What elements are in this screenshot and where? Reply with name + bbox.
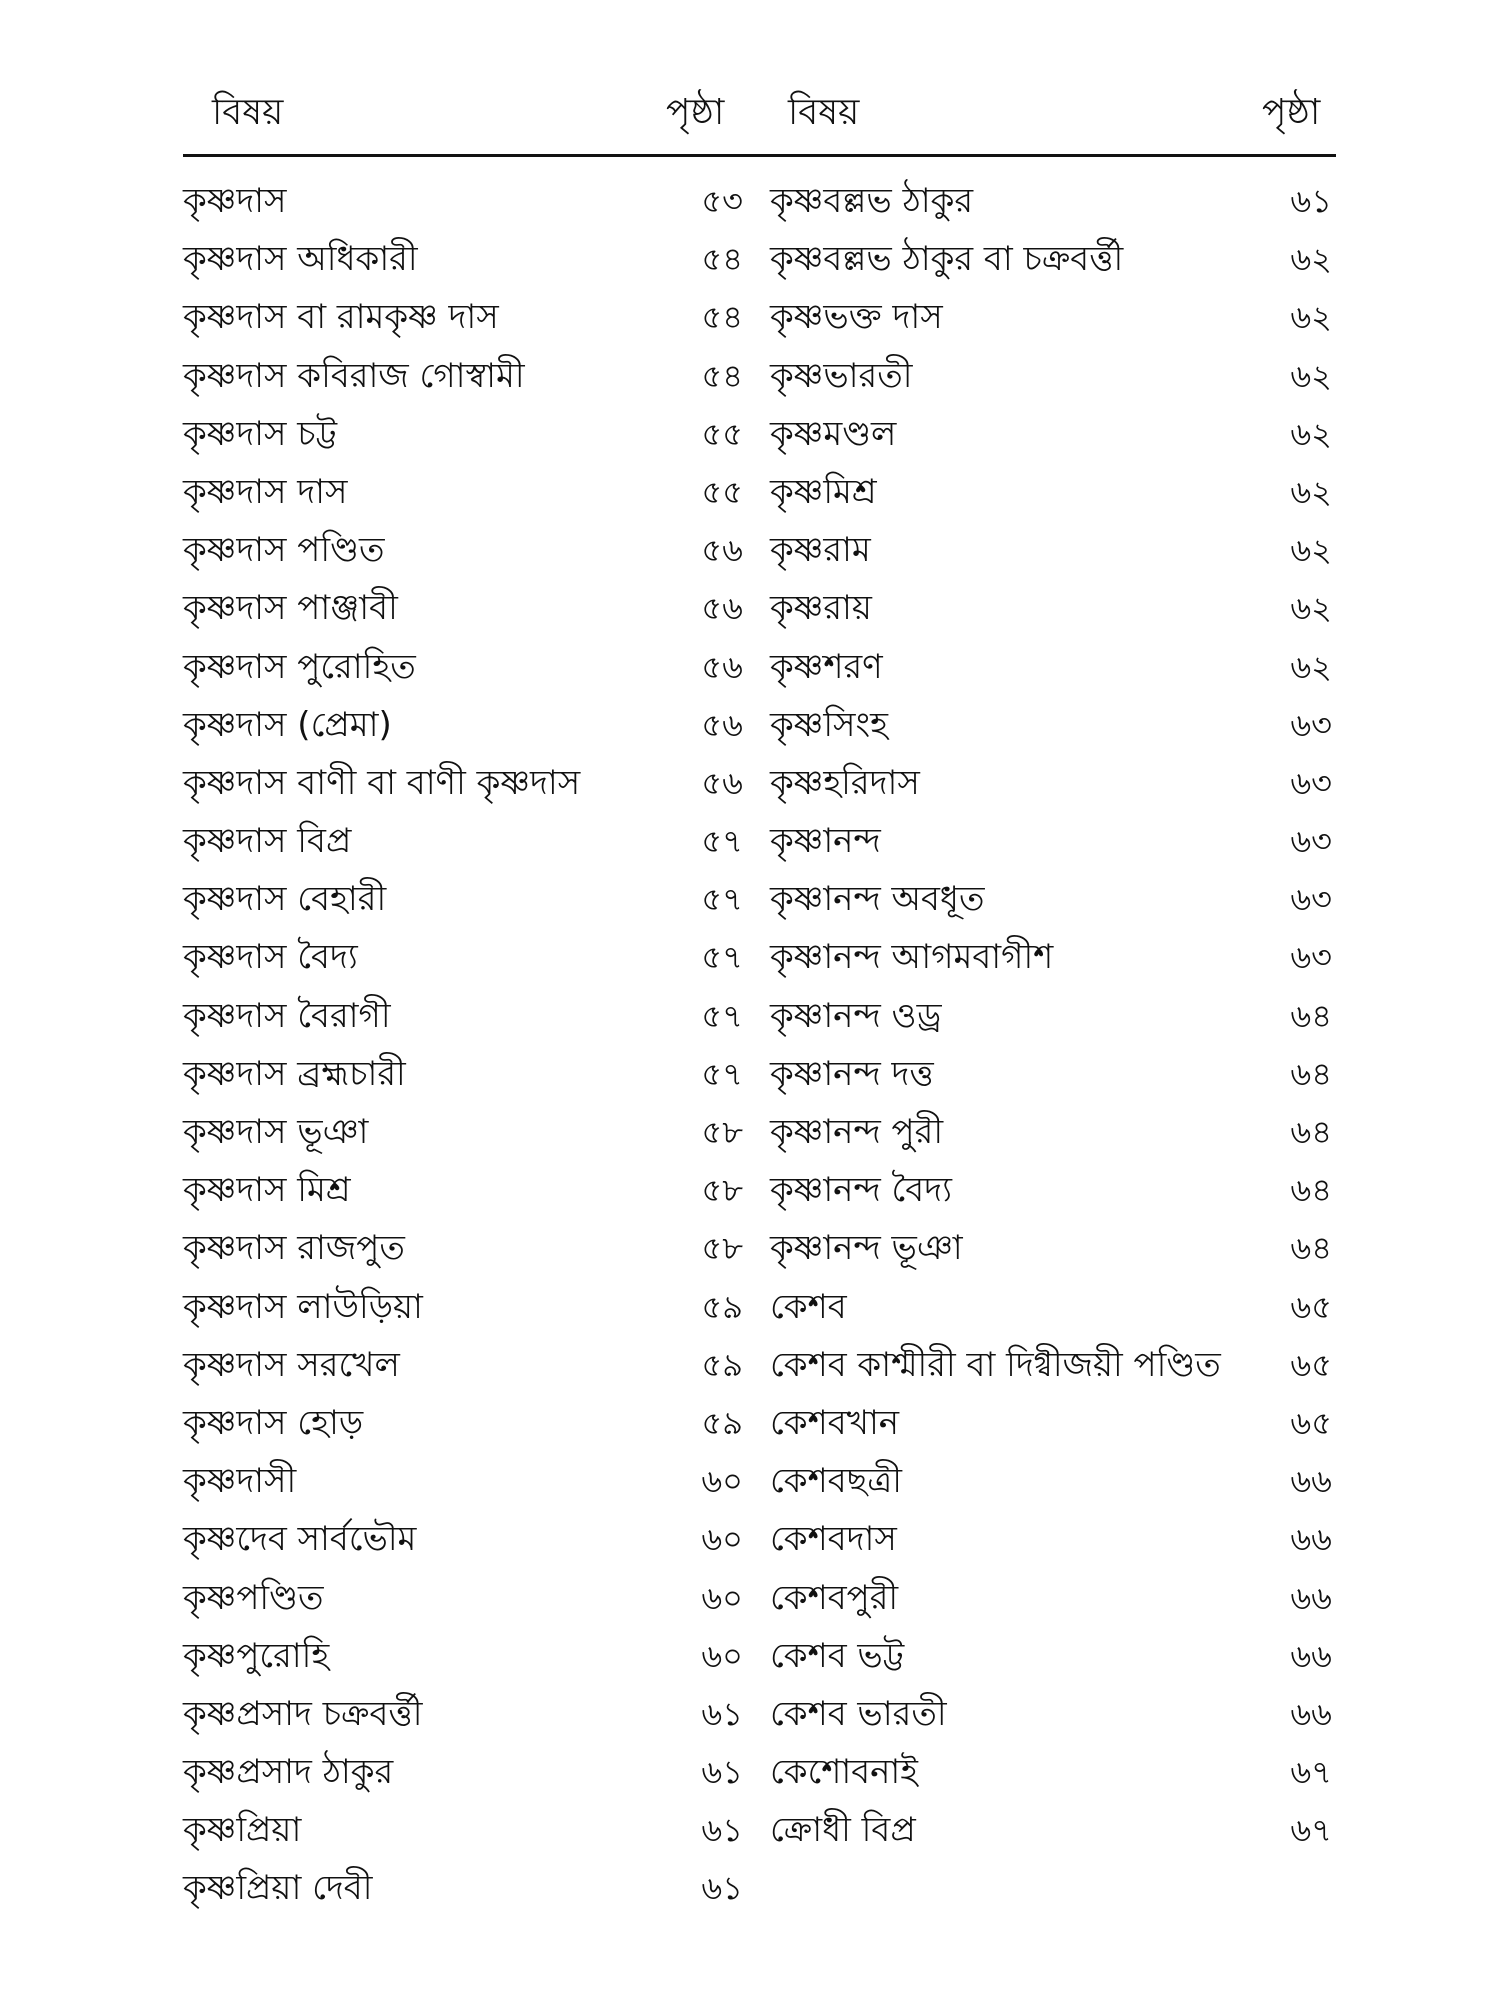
index-entry — [770, 1394, 1340, 1452]
index-entry — [183, 638, 743, 696]
entry-subject: কেশোবনাই — [770, 1752, 918, 1793]
entry-page-number: ৫৬ — [701, 531, 743, 570]
index-entry — [770, 1569, 1340, 1627]
entry-subject: কৃষ্ণানন্দ অবধূত — [770, 879, 985, 920]
entry-page-number: ৬৬ — [1290, 1636, 1332, 1675]
index-entry — [183, 1394, 743, 1452]
index-entry — [183, 1278, 743, 1336]
index-entry — [770, 172, 1340, 230]
entry-subject: কৃষ্ণদাস পাঞ্জাবী — [183, 588, 398, 629]
index-entry — [183, 754, 743, 812]
entry-subject: কৃষ্ণদাস চট্ট — [183, 413, 338, 454]
entry-page-number: ৬১ — [701, 1694, 743, 1733]
index-entry — [183, 347, 743, 405]
entry-page-number: ৬১ — [701, 1753, 743, 1792]
entry-page-number: ৫৯ — [701, 1403, 743, 1442]
index-entry — [770, 1510, 1340, 1568]
entry-subject: কৃষ্ণানন্দ ভূঞা — [770, 1228, 963, 1269]
entry-subject: কৃষ্ণপ্রিয়া — [183, 1810, 302, 1851]
entry-subject: কৃষ্ণদাস বাণী বা বাণী কৃষ্ণদাস — [183, 762, 581, 803]
index-entry — [770, 230, 1340, 288]
entry-subject: কৃষ্ণশরণ — [770, 646, 883, 687]
index-entry — [770, 870, 1340, 928]
entry-page-number: ৬২ — [1290, 298, 1332, 337]
index-entry — [770, 987, 1340, 1045]
index-entry — [770, 1219, 1340, 1277]
entry-page-number: ৬৩ — [1290, 705, 1332, 744]
entry-page-number: ৬৭ — [1290, 1811, 1332, 1850]
entry-subject: কৃষ্ণদাস বিপ্র — [183, 821, 352, 862]
entry-page-number: ৫৪ — [701, 298, 743, 337]
entry-page-number: ৫৮ — [701, 1229, 743, 1268]
entry-subject: কৃষ্ণদাস কবিরাজ গোস্বামী — [183, 355, 525, 396]
entry-page-number: ৬০ — [701, 1520, 743, 1559]
entry-page-number: ৬৬ — [1290, 1578, 1332, 1617]
index-entry — [770, 812, 1340, 870]
entry-page-number: ৫৪ — [701, 240, 743, 279]
entry-subject: কৃষ্ণানন্দ পুরী — [770, 1112, 944, 1152]
entry-subject: কৃষ্ণদাস ভূঞা — [183, 1112, 369, 1152]
entry-page-number: ৫৮ — [701, 1171, 743, 1210]
entry-page-number: ৬২ — [1290, 589, 1332, 628]
index-entry — [183, 1801, 743, 1859]
right-page-heading: পৃষ্ঠা — [1262, 92, 1321, 133]
entry-page-number: ৬৫ — [1290, 1287, 1332, 1326]
entry-subject: কৃষ্ণদাস বেহারী — [183, 879, 387, 920]
entry-page-number: ৬৬ — [1290, 1462, 1332, 1501]
entry-page-number: ৫৭ — [701, 880, 743, 919]
entry-page-number: ৫৪ — [701, 356, 743, 395]
entry-page-number: ৬০ — [701, 1636, 743, 1675]
entry-page-number: ৬৪ — [1290, 1171, 1332, 1210]
entry-page-number: ৬৬ — [1290, 1520, 1332, 1559]
entry-subject: কৃষ্ণদাস পণ্ডিত — [183, 530, 385, 571]
index-entry — [770, 1045, 1340, 1103]
index-entry — [770, 1103, 1340, 1161]
entry-subject: কেশব ভারতী — [770, 1693, 947, 1734]
entry-subject: কৃষ্ণানন্দ আগমবাগীশ — [770, 937, 1054, 978]
entry-page-number: ৬১ — [1290, 182, 1332, 220]
entry-subject: কৃষ্ণমণ্ডল — [770, 413, 897, 454]
index-entry — [770, 1161, 1340, 1219]
entry-subject: কৃষ্ণপ্রসাদ চক্রবর্ত্তী — [183, 1693, 423, 1734]
entry-page-number: ৬১ — [701, 1811, 743, 1850]
entry-subject: কৃষ্ণদাস বৈরাগী — [183, 995, 391, 1036]
entry-page-number: ৫৭ — [701, 996, 743, 1035]
entry-page-number: ৬২ — [1290, 531, 1332, 570]
left-index-column — [183, 172, 743, 1918]
entry-subject: কৃষ্ণদাস ব্রহ্মচারী — [183, 1053, 406, 1094]
entry-page-number: ৬৩ — [1290, 938, 1332, 977]
index-entry — [183, 230, 743, 288]
index-entry — [770, 463, 1340, 521]
entry-subject: কৃষ্ণপুরোহি — [183, 1635, 330, 1676]
entry-page-number: ৬৫ — [1290, 1345, 1332, 1384]
entry-page-number: ৬৩ — [1290, 880, 1332, 919]
index-entry — [183, 1627, 743, 1685]
entry-subject: কৃষ্ণদাস বৈদ্য — [183, 937, 358, 978]
entry-subject: কৃষ্ণপণ্ডিত — [183, 1577, 324, 1618]
header-divider — [183, 154, 1336, 157]
entry-page-number: ৬৩ — [1290, 763, 1332, 802]
entry-page-number: ৫৭ — [701, 1054, 743, 1093]
index-entry — [183, 521, 743, 579]
index-entry — [770, 754, 1340, 812]
entry-subject: কৃষ্ণদাস অধিকারী — [183, 239, 418, 280]
index-entry — [770, 1801, 1340, 1859]
index-entry — [770, 1278, 1340, 1336]
entry-page-number: ৬২ — [1290, 472, 1332, 511]
index-entry — [770, 288, 1340, 346]
entry-subject: কৃষ্ণবল্লভ ঠাকুর — [770, 181, 974, 221]
index-entry — [183, 812, 743, 870]
entry-subject: কৃষ্ণদাস হোড় — [183, 1402, 364, 1443]
index-entry — [183, 1452, 743, 1510]
index-entry — [183, 1510, 743, 1568]
entry-subject: কৃষ্ণানন্দ — [770, 821, 881, 862]
entry-subject: কৃষ্ণমিশ্র — [770, 471, 877, 512]
index-entry — [770, 521, 1340, 579]
index-entry — [770, 579, 1340, 637]
entry-subject: কৃষ্ণসিংহ — [770, 704, 889, 745]
entry-page-number: ৬৪ — [1290, 1054, 1332, 1093]
index-entry — [183, 1685, 743, 1743]
index-entry — [183, 463, 743, 521]
entry-page-number: ৬৩ — [1290, 822, 1332, 861]
entry-subject: কৃষ্ণদাস মিশ্র — [183, 1170, 351, 1211]
entry-subject: কৃষ্ণানন্দ ওড্র — [770, 995, 942, 1036]
entry-subject: কৃষ্ণদাস (প্রেমা) — [183, 704, 392, 745]
entry-subject: কৃষ্ণদাসী — [183, 1461, 297, 1502]
entry-page-number: ৬৪ — [1290, 1113, 1332, 1151]
entry-page-number: ৫৮ — [701, 1113, 743, 1151]
entry-page-number: ৫৫ — [701, 472, 743, 511]
entry-page-number: ৬১ — [701, 1869, 743, 1908]
entry-subject: কৃষ্ণদাস পুরোহিত — [183, 646, 416, 687]
right-subject-heading: বিষয় — [788, 92, 860, 133]
entry-subject: কৃষ্ণদাস রাজপুত — [183, 1228, 405, 1269]
index-entry — [183, 1743, 743, 1801]
entry-subject: কেশবপুরী — [770, 1577, 899, 1618]
entry-subject: কেশবদাস — [770, 1519, 897, 1560]
entry-page-number: ৬২ — [1290, 356, 1332, 395]
index-entry — [183, 1161, 743, 1219]
entry-subject: কৃষ্ণদাস বা রামকৃষ্ণ দাস — [183, 297, 499, 338]
index-entry — [183, 928, 743, 986]
entry-page-number: ৫৬ — [701, 705, 743, 744]
entry-subject: কৃষ্ণদাস সরখেল — [183, 1344, 400, 1385]
entry-subject: কৃষ্ণরায় — [770, 588, 872, 629]
entry-page-number: ৬৪ — [1290, 1229, 1332, 1268]
index-entry — [770, 928, 1340, 986]
entry-subject: কৃষ্ণানন্দ দত্ত — [770, 1053, 934, 1094]
index-entry — [183, 870, 743, 928]
entry-subject: কৃষ্ণদাস দাস — [183, 471, 348, 512]
entry-page-number: ৬২ — [1290, 414, 1332, 453]
entry-subject: কৃষ্ণভক্ত দাস — [770, 297, 943, 338]
entry-page-number: ৬২ — [1290, 240, 1332, 279]
entry-subject: কেশব কাশ্মীরী বা দিগ্বীজয়ী পণ্ডিত — [770, 1344, 1221, 1385]
right-index-column — [770, 172, 1340, 1859]
entry-page-number: ৬৫ — [1290, 1403, 1332, 1442]
index-entry — [183, 405, 743, 463]
index-entry — [183, 1336, 743, 1394]
entry-page-number: ৫৩ — [701, 182, 743, 220]
entry-page-number: ৬০ — [701, 1462, 743, 1501]
entry-page-number: ৫৬ — [701, 763, 743, 802]
index-entry — [770, 1336, 1340, 1394]
entry-subject: কৃষ্ণবল্লভ ঠাকুর বা চক্রবর্ত্তী — [770, 239, 1124, 280]
entry-subject: কৃষ্ণপ্রিয়া দেবী — [183, 1868, 373, 1909]
entry-page-number: ৬৬ — [1290, 1694, 1332, 1733]
entry-page-number: ৫৭ — [701, 938, 743, 977]
index-entry — [183, 1103, 743, 1161]
entry-subject: কেশবছত্রী — [770, 1461, 902, 1502]
left-page-heading: পৃষ্ঠা — [666, 92, 725, 133]
entry-subject: কৃষ্ণভারতী — [770, 355, 913, 396]
entry-page-number: ৫৯ — [701, 1345, 743, 1384]
entry-subject: কৃষ্ণপ্রসাদ ঠাকুর — [183, 1752, 394, 1793]
index-entry — [770, 1743, 1340, 1801]
entry-page-number: ৫৯ — [701, 1287, 743, 1326]
entry-page-number: ৫৬ — [701, 647, 743, 686]
entry-page-number: ৫৫ — [701, 414, 743, 453]
index-entry — [183, 579, 743, 637]
index-entry — [770, 347, 1340, 405]
entry-subject: কৃষ্ণানন্দ বৈদ্য — [770, 1170, 952, 1211]
index-entry — [770, 638, 1340, 696]
index-entry — [183, 172, 743, 230]
entry-subject: ক্রোধী বিপ্র — [770, 1810, 916, 1851]
entry-subject: কৃষ্ণদেব সার্বভৌম — [183, 1519, 417, 1560]
left-subject-heading: বিষয় — [212, 92, 284, 133]
index-entry — [770, 1685, 1340, 1743]
entry-page-number: ৫৭ — [701, 822, 743, 861]
entry-page-number: ৬২ — [1290, 647, 1332, 686]
index-entry — [183, 1219, 743, 1277]
entry-subject: কেশব ভট্ট — [770, 1635, 905, 1676]
entry-page-number: ৬৪ — [1290, 996, 1332, 1035]
entry-page-number: ৬০ — [701, 1578, 743, 1617]
entry-page-number: ৬৭ — [1290, 1753, 1332, 1792]
index-entry — [183, 696, 743, 754]
index-entry — [183, 1859, 743, 1917]
entry-page-number: ৫৬ — [701, 589, 743, 628]
entry-subject: কৃষ্ণহরিদাস — [770, 762, 920, 803]
entry-subject: কৃষ্ণরাম — [770, 530, 871, 571]
entry-subject: কেশবখান — [770, 1402, 900, 1443]
index-entry — [183, 1045, 743, 1103]
index-entry — [183, 1569, 743, 1627]
index-entry — [770, 405, 1340, 463]
entry-subject: কেশব — [770, 1286, 847, 1327]
entry-subject: কৃষ্ণদাস — [183, 181, 287, 221]
index-entry — [183, 987, 743, 1045]
entry-subject: কৃষ্ণদাস লাউড়িয়া — [183, 1286, 423, 1327]
index-entry — [770, 696, 1340, 754]
index-entry — [770, 1627, 1340, 1685]
index-entry — [770, 1452, 1340, 1510]
index-entry — [183, 288, 743, 346]
